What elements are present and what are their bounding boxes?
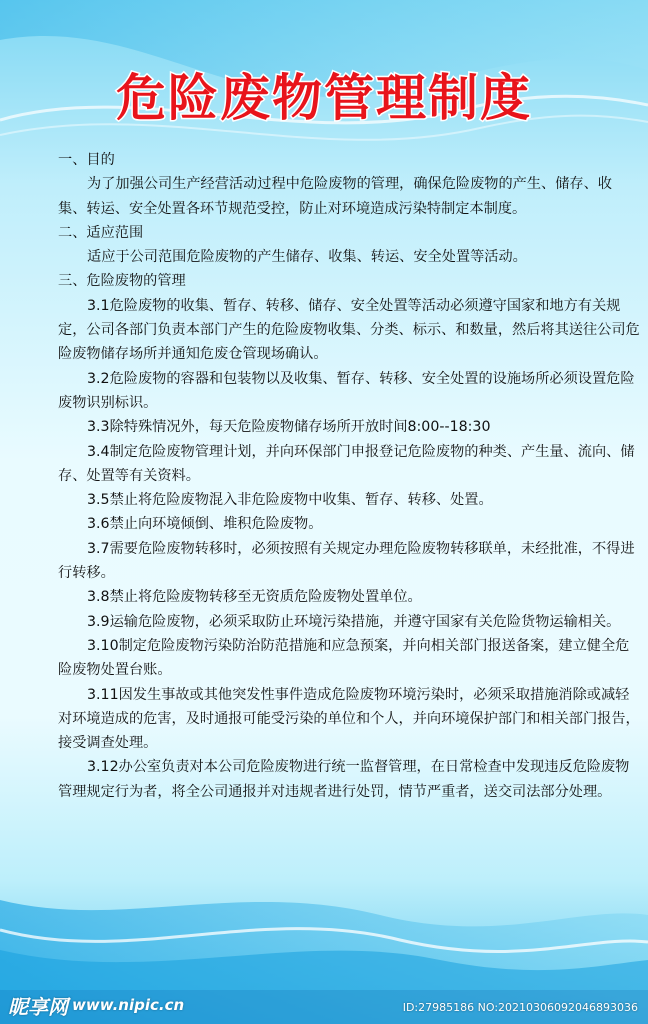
- paragraph-purpose: 为了加强公司生产经营活动过程中危险废物的管理，确保危险废物的产生、储存、收集、转运、安全处置各环节规范受控，防止对环境造成污染特制定本制度。: [58, 176, 612, 217]
- rule-3-10: 3.10制定危险废物污染防治防范措施和应急预案，并向相关部门报送备案，建立健全危险废物处置台账。: [58, 637, 630, 679]
- rule-3-8: 3.8禁止将危险废物转移至无资质危险废物处置单位。: [87, 589, 422, 606]
- rule-3-7: 3.7需要危险废物转移时，必须按照有关规定办理危险废物转移联单，未经批准，不得进行转移。: [58, 540, 635, 582]
- watermark-url: www.nipic.cn: [72, 996, 185, 1014]
- paragraph-scope: 适应于公司范围危险废物的产生储存、收集、转运、安全处置等活动。: [87, 249, 527, 266]
- watermark-logo: [8, 992, 184, 1018]
- rule-3-3: 3.3除特殊情况外，每天危险废物储存场所开放时间8:00--18:30: [87, 419, 491, 436]
- rule-3-12: 3.12办公室负责对本公司危险废物进行统一监督管理，在日常检查中发现违反危险废物管理规定行为者，将全公司通报并对违规者进行处罚，情节严重者，送交司法部分处理。: [58, 759, 630, 800]
- rule-3-4: 3.4制定危险废物管理计划，并向环保部门申报登记危险废物的种类、产生量、流向、储存、处置等有关资料。: [58, 443, 635, 484]
- rule-3-1: 3.1危险废物的收集、暂存、转移、储存、安全处置等活动必须遵守国家和地方有关规定，公司各部门负责本部门产生的危险废物收集、分类、标示、和数量，然后将其送往公司危险废物储存场所并通知危废仓管现场确认。: [58, 297, 640, 363]
- rule-3-2: 3.2危险废物的容器和包装物以及收集、暂存、转移、安全处置的设施场所必须设置危险废物识别标识。: [58, 370, 635, 411]
- watermark-id: ID:27985186 NO:20210306092046893036: [402, 1001, 638, 1014]
- section-heading-purpose: 一、目的: [58, 152, 115, 168]
- section-heading-management: 三、危险废物的管理: [58, 273, 186, 290]
- rule-3-9: 3.9运输危险废物，必须采取防止环境污染措施，并遵守国家有关危险货物运输相关。: [87, 613, 621, 630]
- rules-content: [58, 148, 640, 804]
- rule-3-11: 3.11因发生事故或其他突发性事件造成危险废物环境污染时，必须采取措施消除或减轻对环境造成的危害，及时通报可能受污染的单位和个人，并向环境保护部门和相关部门报告，接受调查处理。: [58, 686, 640, 752]
- rule-3-5: 3.5禁止将危险废物混入非危险废物中收集、暂存、转移、处置。: [87, 492, 493, 509]
- rule-3-6: 3.6禁止向环境倾倒、堆积危险废物。: [87, 516, 323, 533]
- section-heading-scope: 二、适应范围: [58, 224, 144, 241]
- page-title: 危险废物管理制度: [116, 69, 532, 127]
- watermark-logo-text: 昵享网: [8, 994, 68, 1019]
